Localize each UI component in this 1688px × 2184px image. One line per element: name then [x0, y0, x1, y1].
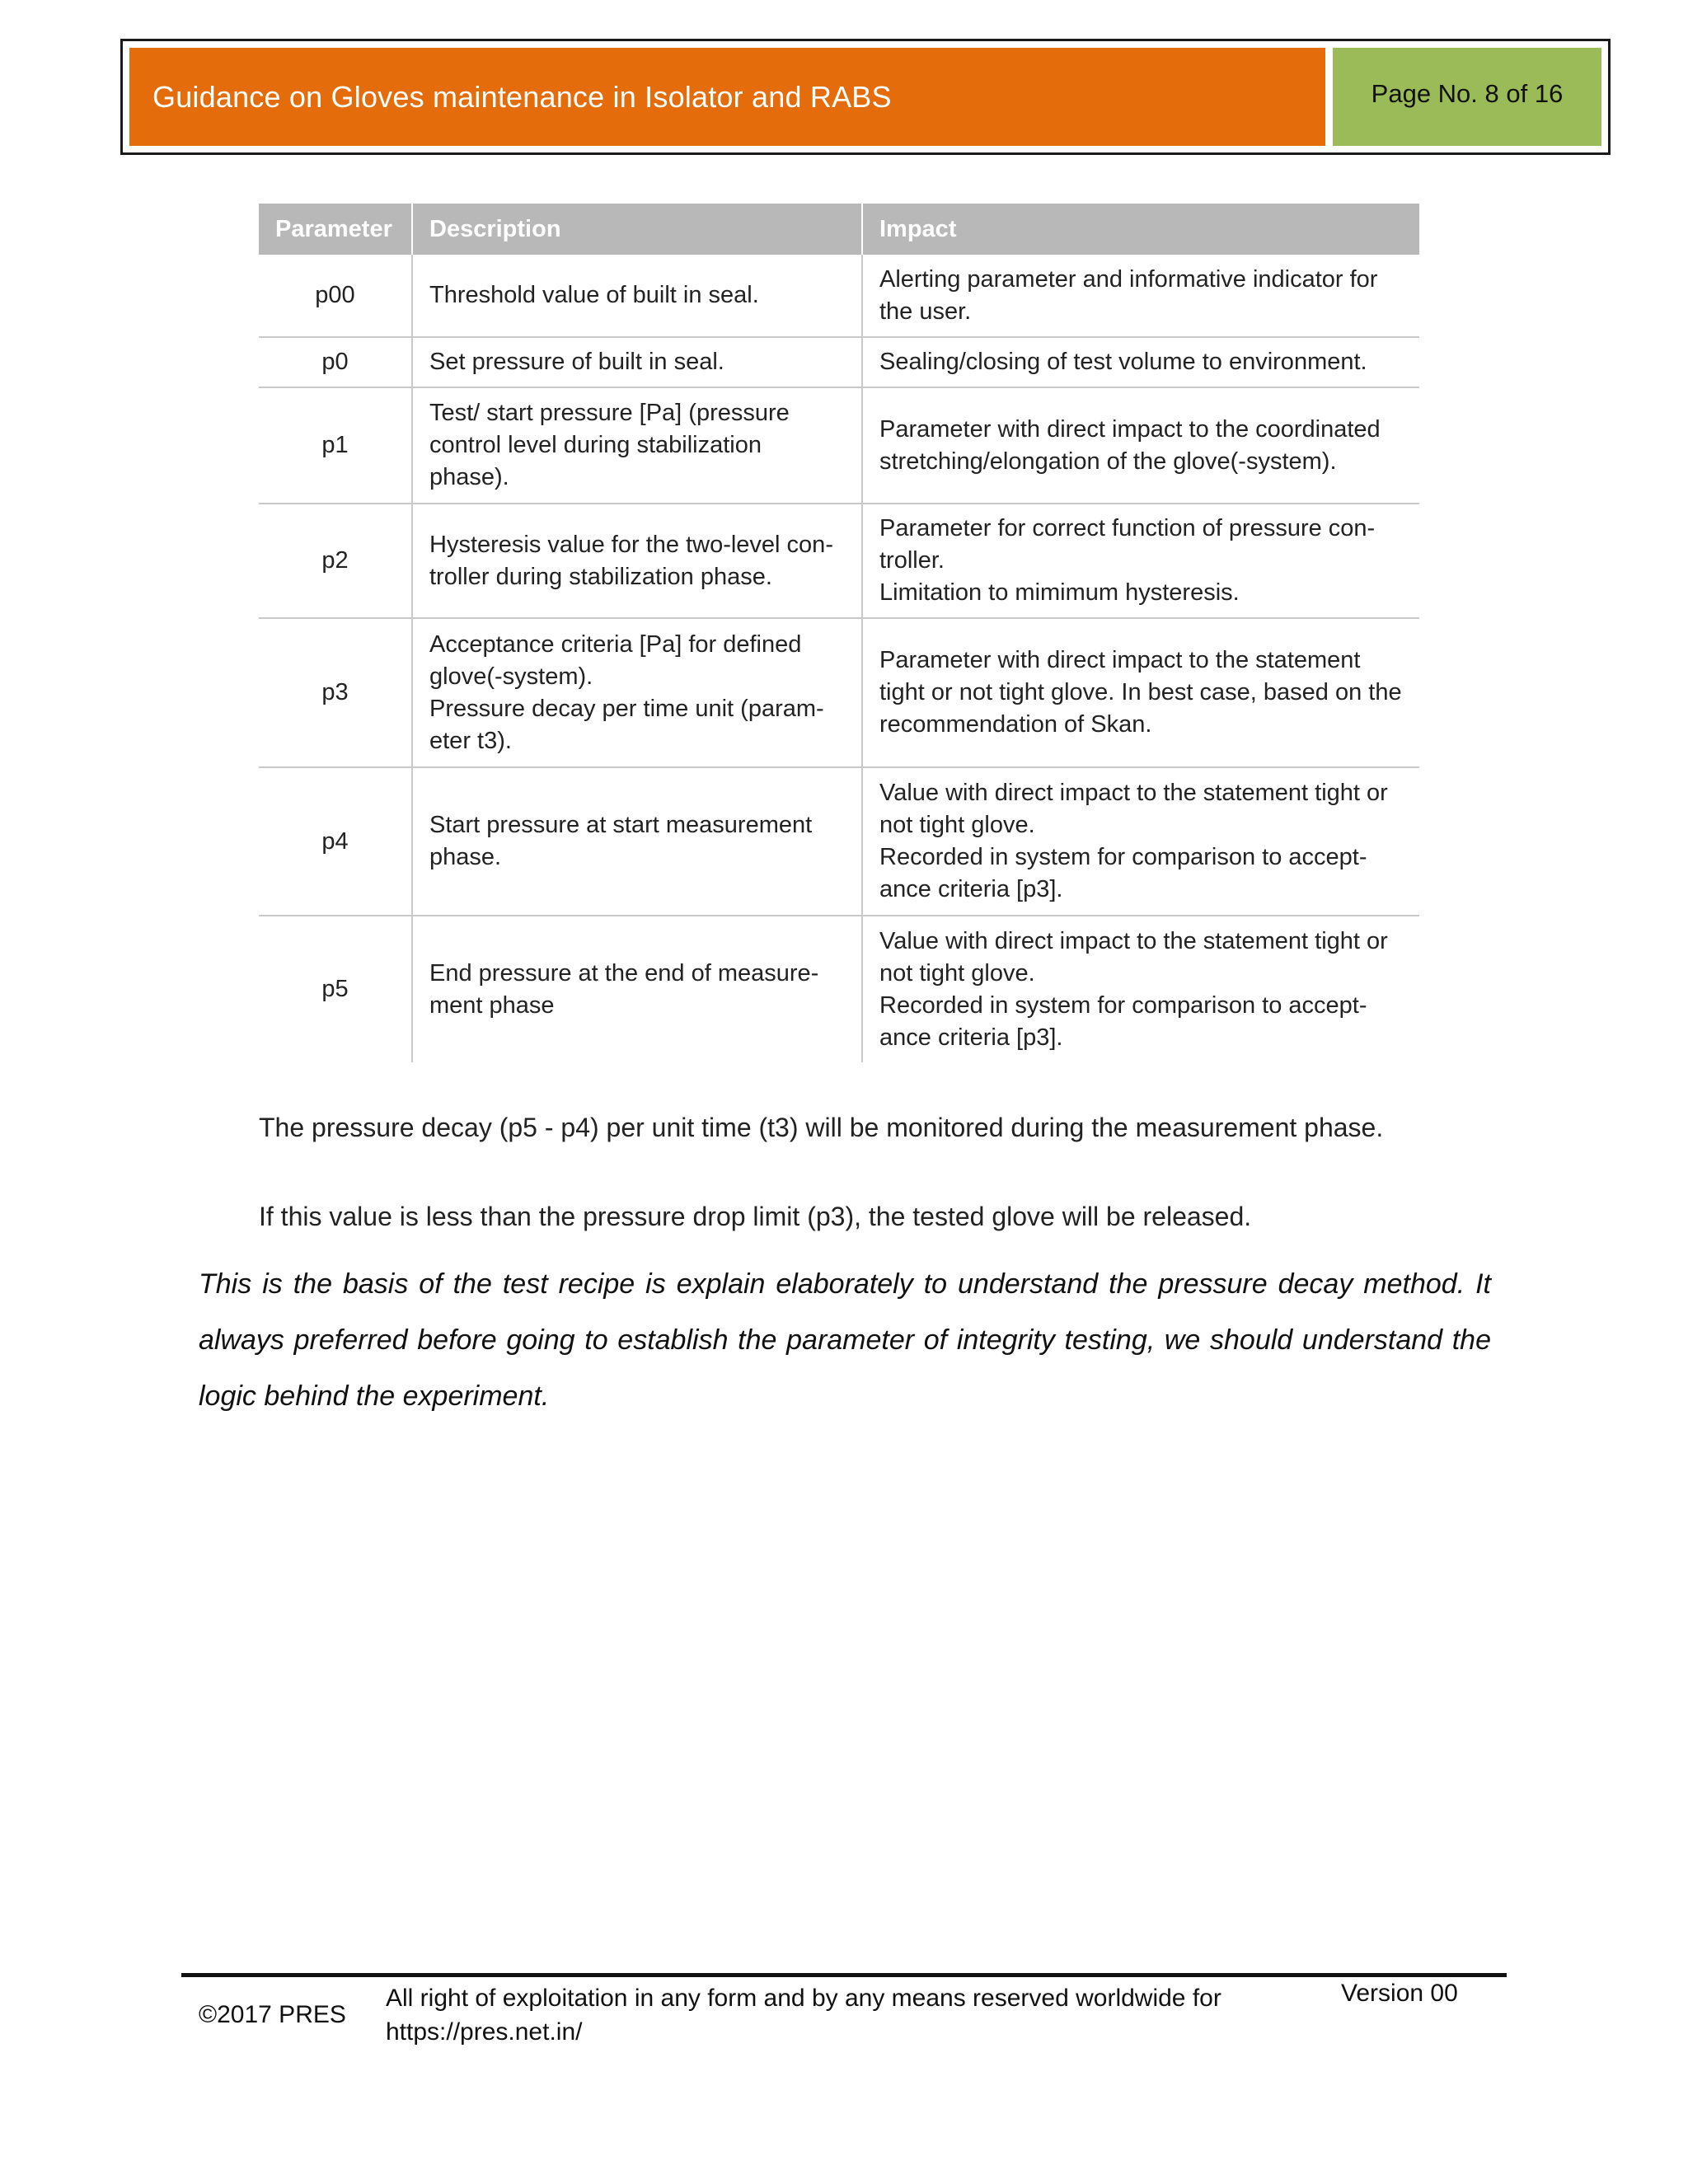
cell-parameter: p00 [315, 282, 355, 308]
cell-parameter: p4 [259, 767, 412, 916]
table-row [259, 618, 1419, 767]
pressure-decay-paragraph: The pressure decay (p5 - p4) per unit time (t3) will be monitored during the measurement phase. [259, 1113, 1384, 1142]
footer-rights-notice [386, 1981, 1292, 2049]
description-line: Acceptance criteria [Pa] for defined glove(-system). [429, 630, 802, 690]
cell-impact: Alerting parameter and informative indicator for the user. [862, 255, 1419, 337]
footer-rights-text: All right of exploitation in any form and by any means reserved worldwide for [386, 1985, 1221, 2012]
table-row [259, 255, 1419, 337]
table-row [259, 504, 1419, 618]
impact-line: Value with direct impact to the statement tight or not tight glove. [879, 780, 1388, 838]
header-page-box [1333, 48, 1601, 146]
cell-impact: Sealing/closing of test volume to environment. [862, 337, 1419, 387]
impact-line: Limitation to mimimum hysteresis. [879, 579, 1240, 606]
cell-description: Start pressure at start measurement phase. [412, 767, 862, 916]
column-header-description: Description [412, 204, 862, 255]
cell-parameter: p5 [259, 916, 412, 1062]
footer-website-link[interactable]: https://pres.net.in/ [386, 2018, 583, 2046]
description-line: Pressure decay per time unit (param- eter t3). [429, 695, 824, 754]
cell-parameter: p0 [259, 337, 412, 387]
impact-line: Value with direct impact to the statement tight or not tight glove. [879, 927, 1388, 987]
table-row [259, 767, 1419, 916]
cell-impact [862, 916, 1419, 1062]
impact-line: Recorded in system for comparison to accept- ance criteria [p3]. [879, 844, 1367, 902]
impact-line: Recorded in system for comparison to accept- ance criteria [p3]. [879, 991, 1367, 1051]
cell-description: Set pressure of built in seal. [412, 337, 862, 387]
table-header-row [259, 204, 1419, 255]
cell-description: Hysteresis value for the two-level con- troller during stabilization phase. [412, 504, 862, 618]
page-number: Page No. 8 of 16 [1371, 79, 1564, 108]
cell-impact: Parameter with direct impact to the statement tight or not tight glove. In best case, based on the recommendation of Skan. [862, 618, 1419, 767]
footer-divider [181, 1973, 1507, 1977]
table-row [259, 337, 1419, 387]
header-title-bar [129, 48, 1329, 146]
cell-parameter: p3 [259, 618, 412, 767]
parameter-table [259, 204, 1419, 1062]
cell-parameter: p1 [259, 387, 412, 504]
impact-line: Parameter for correct function of pressure con- troller. [879, 515, 1376, 574]
footer-version: Version 00 [1341, 1980, 1458, 2007]
table-row [259, 387, 1419, 504]
cell-description: Test/ start pressure [Pa] (pressure control level during stabilization phase). [412, 387, 862, 504]
cell-description [412, 618, 862, 767]
document-title: Guidance on Gloves maintenance in Isolator and RABS [152, 79, 892, 114]
cell-impact: Parameter with direct impact to the coordinated stretching/elongation of the glove(-system). [862, 387, 1419, 504]
explanatory-note: This is the basis of the test recipe is explain elaborately to understand the pressure decay method. It always preferred before going to establish the parameter of integrity testing, we should understand the logic behind the experiment. [199, 1268, 1491, 1412]
cell-impact [862, 767, 1419, 916]
cell-parameter: p2 [259, 504, 412, 618]
cell-impact [862, 504, 1419, 618]
cell-description: Threshold value of built in seal. [412, 255, 862, 337]
page-header [120, 39, 1611, 155]
table-row [259, 916, 1419, 1062]
column-header-parameter: Parameter [259, 204, 412, 255]
release-criteria-paragraph: If this value is less than the pressure drop limit (p3), the tested glove will be released. [259, 1202, 1252, 1231]
cell-description: End pressure at the end of measure- ment phase [412, 916, 862, 1062]
column-header-impact: Impact [862, 204, 1419, 255]
footer-copyright: ©2017 PRES [199, 2001, 346, 2028]
